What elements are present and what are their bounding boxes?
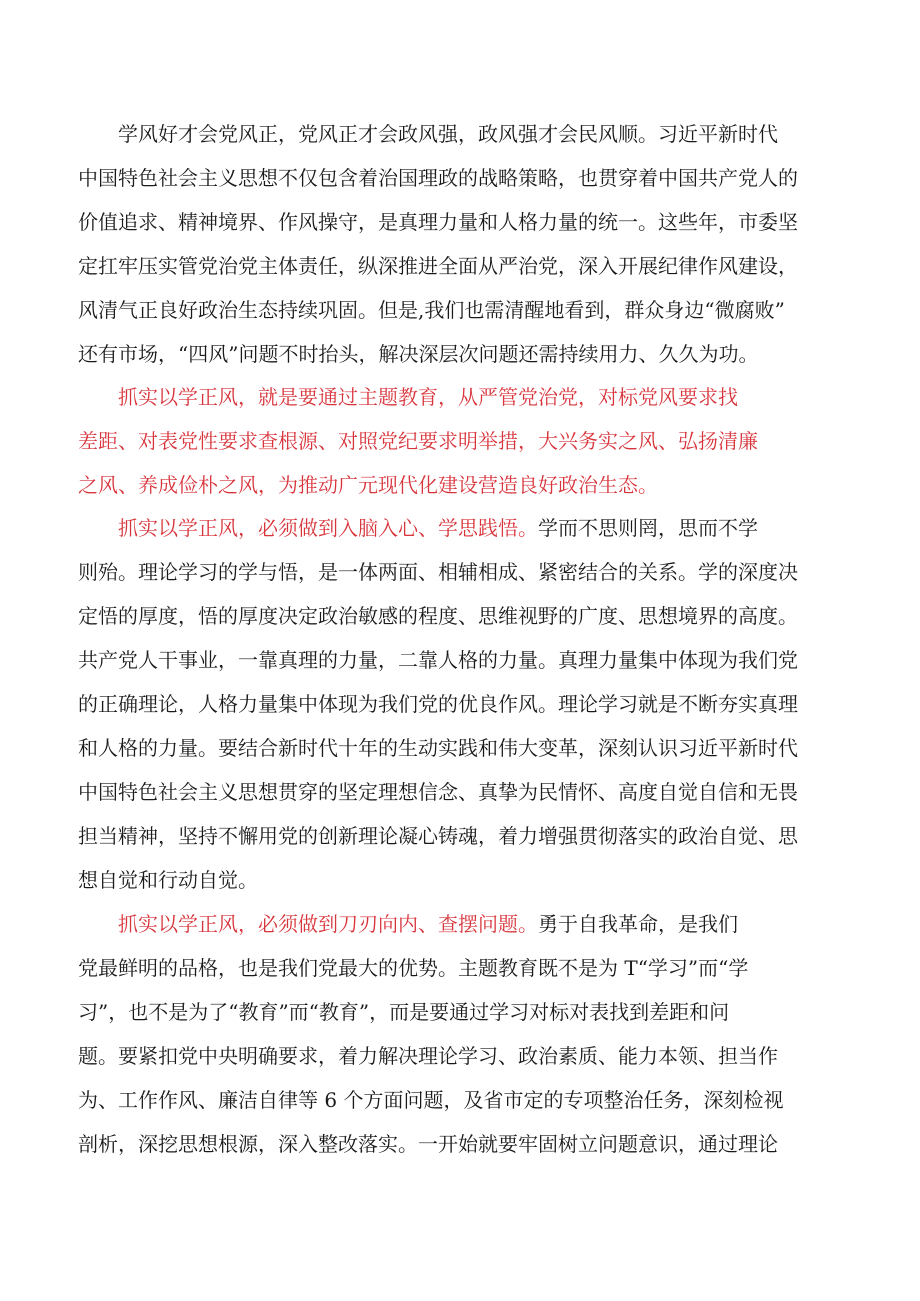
text-line: 为、工作作风、廉洁自律等 6 个方面问题，及省市定的专项整治任务，深刻检视	[78, 1088, 784, 1112]
text-line	[78, 506, 868, 550]
text-line: 的正确理论，人格力量集中体现为我们党的优良作风。理论学习就是不断夯实真理	[78, 692, 798, 716]
text-line: 则殆。理论学习的学与悟，是一体两面、相辅相成、紧密结合的关系。学的深度决	[78, 560, 798, 584]
text-line: 剖析，深挖思想根源，深入整改落实。一开始就要牢固树立问题意识，通过理论	[78, 1132, 778, 1156]
text-line: 差距、对表党性要求查根源、对照党纪要求明举措，大兴务实之风、弘扬清廉	[78, 429, 758, 453]
paragraph-study	[78, 506, 868, 902]
text-line	[78, 902, 868, 946]
text-line: 中国特色社会主义思想贯穿的坚定理想信念、真挚为民情怀、高度自觉自信和无畏	[78, 780, 798, 804]
text-line: 风清气正良好政治生态持续巩固。但是,我们也需清醒地看到，群众身边“微腐败”	[78, 298, 785, 322]
paragraph-intro	[78, 112, 868, 376]
paragraph-lead: 抓实以学正风，必须做到刀刃向内、查摆问题。	[78, 912, 538, 936]
paragraph-lead-rest: 勇于自我革命，是我们	[538, 912, 738, 936]
text-line: 题。要紧扣党中央明确要求，着力解决理论学习、政治素质、能力本领、担当作	[78, 1044, 778, 1068]
text-line: 习”，也不是为了“教育”而“教育”，而是要通过学习对标对表找到差距和问	[78, 1000, 730, 1024]
paragraph-lead: 抓实以学正风，必须做到入脑入心、学思践悟。	[78, 516, 538, 540]
text-line: 担当精神，坚持不懈用党的创新理论凝心铸魂，着力增强贯彻落实的政治自觉、思	[78, 824, 798, 848]
paragraph-highlight	[78, 375, 868, 507]
text-line: 和人格的力量。要结合新时代十年的生动实践和伟大变革，深刻认识习近平新时代	[78, 736, 798, 760]
text-line: 之风、养成俭朴之风，为推动广元现代化建设营造良好政治生态。	[78, 473, 658, 497]
paragraph-lead-rest: 学而不思则罔，思而不学	[538, 516, 758, 540]
text-line: 中国特色社会主义思想不仅包含着治国理政的战略策略，也贯穿着中国共产党人的	[78, 166, 798, 190]
text-line: 学风好才会党风正，党风正才会政风强，政风强才会民风顺。习近平新时代	[78, 122, 778, 146]
text-line: 还有市场，“四风”问题不时抬头，解决深层次问题还需持续用力、久久为功。	[78, 342, 759, 366]
text-line: 党最鲜明的品格，也是我们党最大的优势。主题教育既不是为 T“学习”而“学	[78, 956, 749, 980]
text-line: 定悟的厚度，悟的厚度决定政治敏感的程度、思维视野的广度、思想境界的高度。	[78, 604, 798, 628]
text-line: 想自觉和行动自觉。	[78, 868, 258, 892]
paragraph-selfcheck	[78, 902, 868, 1166]
text-line: 共产党人干事业，一靠真理的力量，二靠人格的力量。真理力量集中体现为我们党	[78, 648, 798, 672]
text-line: 抓实以学正风，就是要通过主题教育，从严管党治党，对标党风要求找	[78, 385, 738, 409]
text-line: 价值追求、精神境界、作风操守，是真理力量和人格力量的统一。这些年，市委坚	[78, 210, 798, 234]
text-line: 定扛牢压实管党治党主体责任，纵深推进全面从严治党，深入开展纪律作风建设，	[78, 254, 798, 278]
